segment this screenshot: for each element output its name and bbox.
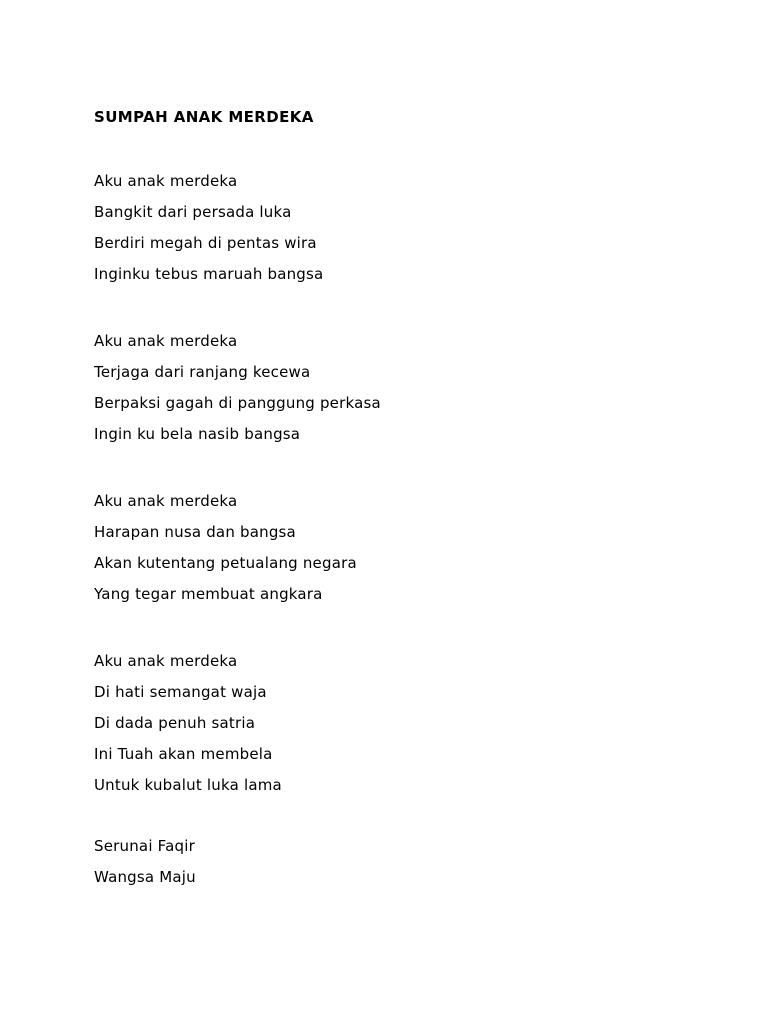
poem-line: Akan kutentang petualang negara [94, 554, 357, 572]
author-name: Serunai Faqir [94, 837, 195, 855]
poem-line: Aku anak merdeka [94, 652, 238, 670]
poem-line: Aku anak merdeka [94, 172, 238, 190]
poem-line: Berpaksi gagah di panggung perkasa [94, 394, 381, 412]
poem-line: Harapan nusa dan bangsa [94, 523, 296, 541]
poem-line: Aku anak merdeka [94, 332, 238, 350]
poem-line: Untuk kubalut luka lama [94, 776, 282, 794]
document-page [94, 104, 714, 893]
poem-line: Ingin ku bela nasib bangsa [94, 425, 301, 443]
poem-line: Terjaga dari ranjang kecewa [94, 363, 311, 381]
poem-line: Inginku tebus maruah bangsa [94, 265, 324, 283]
stanza-3 [94, 486, 714, 610]
poem-line: Aku anak merdeka [94, 492, 238, 510]
author-signature [94, 831, 714, 893]
poem-line: Berdiri megah di pentas wira [94, 234, 317, 252]
poem-line: Ini Tuah akan membela [94, 745, 273, 763]
poem-line: Di hati semangat waja [94, 683, 267, 701]
poem-line: Yang tegar membuat angkara [94, 585, 323, 603]
author-location: Wangsa Maju [94, 868, 196, 886]
stanza-1 [94, 166, 714, 290]
poem-line: Di dada penuh satria [94, 714, 256, 732]
poem-line: Bangkit dari persada luka [94, 203, 292, 221]
poem-title: SUMPAH ANAK MERDEKA [94, 108, 314, 126]
stanza-2 [94, 326, 714, 450]
stanza-4 [94, 646, 714, 801]
